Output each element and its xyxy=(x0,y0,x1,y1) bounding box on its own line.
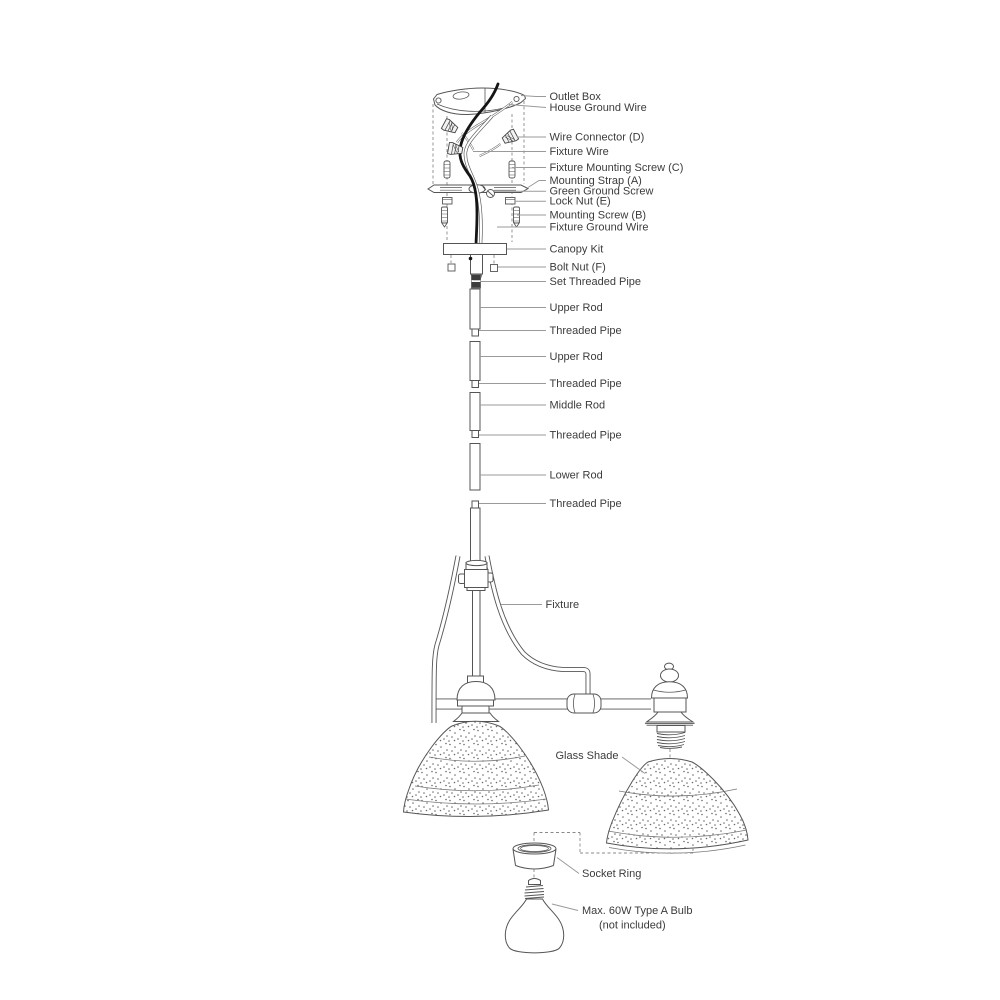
label-middle-rod: Middle Rod xyxy=(549,399,606,412)
set-threaded-pipe xyxy=(471,274,482,288)
label-bulb-line-2: (not included) xyxy=(599,919,666,932)
lower-rod xyxy=(470,444,480,491)
rod-sections xyxy=(470,289,480,562)
threaded-pipe-2 xyxy=(472,381,479,388)
label-house-ground-wire: House Ground Wire xyxy=(549,102,647,114)
label-bolt-nut-f: Bolt Nut (F) xyxy=(549,261,606,274)
lower-stem-rod xyxy=(471,508,481,562)
right-socket-body xyxy=(657,726,685,733)
fixture-ground-wire xyxy=(465,116,492,246)
label-green-ground-screw: Green Ground Screw xyxy=(549,185,654,198)
upper-rod-1 xyxy=(470,289,480,329)
label-set-threaded-pipe: Set Threaded Pipe xyxy=(549,276,642,288)
label-upper-rod-2: Upper Rod xyxy=(549,351,603,363)
canopy-wire-dot xyxy=(469,257,473,261)
label-mounting-strap-a: Mounting Strap (A) xyxy=(549,175,642,187)
leader-bulb xyxy=(552,904,578,911)
arm-center-coupling xyxy=(567,694,601,713)
label-wire-connector-d: Wire Connector (D) xyxy=(549,131,645,144)
fixture-center-rod xyxy=(473,590,481,677)
label-fixture-wire: Fixture Wire xyxy=(549,146,609,158)
label-canopy-kit: Canopy Kit xyxy=(549,243,604,256)
socket-ring xyxy=(513,843,556,869)
label-fixture-mounting-screw-c: Fixture Mounting Screw (C) xyxy=(549,162,684,174)
wire-connector-left-upper xyxy=(441,118,459,135)
threaded-pipe-1 xyxy=(472,329,479,336)
middle-rod xyxy=(470,393,480,431)
bolt-nut-right xyxy=(491,265,498,272)
label-mounting-screw-b: Mounting Screw (B) xyxy=(549,209,647,222)
bolt-nut-left xyxy=(448,264,455,271)
canopy-stem xyxy=(471,255,483,275)
label-fixture-ground-wire: Fixture Ground Wire xyxy=(549,221,649,234)
label-bulb-line-1: Max. 60W Type A Bulb xyxy=(582,905,693,917)
left-lamp-holder xyxy=(454,676,499,722)
label-outlet-box: Outlet Box xyxy=(549,91,601,103)
left-glass-shade xyxy=(404,721,549,816)
label-lock-nut-e: Lock Nut (E) xyxy=(549,195,611,208)
label-threaded-pipe-4: Threaded Pipe xyxy=(549,498,622,510)
label-fixture: Fixture xyxy=(545,599,580,611)
mounting-screw-right xyxy=(514,207,520,227)
label-threaded-pipe-3: Threaded Pipe xyxy=(549,429,622,442)
leader-glass-shade xyxy=(622,757,645,774)
fixture-mounting-screw-left xyxy=(444,161,450,178)
label-socket-ring: Socket Ring xyxy=(582,868,642,880)
right-arm xyxy=(487,556,588,696)
label-upper-rod-1: Upper Rod xyxy=(549,302,603,314)
label-threaded-pipe-2: Threaded Pipe xyxy=(549,378,622,390)
leader-house-ground-wire xyxy=(509,105,546,108)
upper-rod-2 xyxy=(470,342,480,381)
label-glass-shade: Glass Shade xyxy=(555,750,619,762)
wire-connector-right xyxy=(501,129,519,146)
label-lower-rod: Lower Rod xyxy=(549,469,603,482)
right-lamp-holder xyxy=(645,663,695,748)
threaded-pipe-3 xyxy=(472,431,479,438)
lock-nut-right xyxy=(506,198,516,205)
lock-nut-left xyxy=(443,198,453,205)
fixture-mounting-screw-right xyxy=(509,161,515,178)
right-socket-threads xyxy=(657,733,685,749)
leader-mounting-strap xyxy=(528,181,546,188)
bulb-threads xyxy=(525,886,545,899)
right-glass-shade xyxy=(607,759,749,854)
threaded-pipe-4 xyxy=(472,501,479,508)
light-bulb xyxy=(505,879,563,953)
mounting-screw-left xyxy=(442,207,448,227)
label-threaded-pipe-1: Threaded Pipe xyxy=(549,325,622,337)
leader-socket-ring xyxy=(557,858,579,874)
